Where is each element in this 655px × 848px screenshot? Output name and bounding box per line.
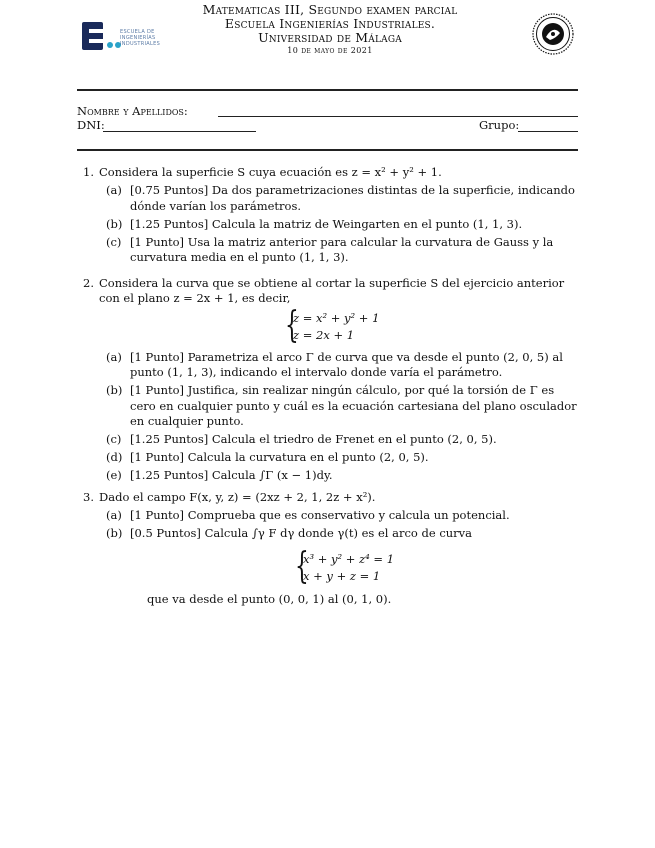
title-line-1: Matematicas III, Segundo examen parcial	[202, 2, 458, 17]
brace-icon: {	[285, 304, 299, 346]
problem-intro: Considera la curva que se obtiene al cortar la superficie S del ejercicio anterior con el plano z = 2x + 1, es decir,	[99, 275, 565, 305]
brace-icon: {	[295, 546, 309, 587]
list-item: (d) [1 Punto] Calcula la curvatura en el punto (2, 0, 5).	[106, 450, 429, 464]
problem-number: 2.	[83, 275, 94, 290]
top-rule	[77, 89, 578, 91]
list-item: (a) [0.75 Puntos] Da dos parametrizaciones distintas de la superficie, indicando dónde varían los parámetros.	[106, 183, 575, 213]
list-item: (a) [1 Punto] Comprueba que es conservativo y calcula un potencial.	[106, 507, 510, 522]
title-line-3: Universidad de Málaga	[258, 30, 402, 45]
title-line-2: Escuela Ingenierías Industriales.	[224, 16, 436, 31]
name-label: Nombre y Apellidos:	[77, 104, 188, 118]
list-item: (b) [0.5 Puntos] Calcula ∫γ F dγ donde γ(t) es el arco de curva	[106, 525, 473, 540]
list-item: (e) [1.25 Puntos] Calcula ∫Γ (x − 1)dy.	[106, 468, 333, 482]
list-item: (c) [1 Punto] Usa la matriz anterior para calcular la curvatura de Gauss y la curvatura media en el punto (1, 1, 3).	[106, 234, 554, 264]
equation-line: x³ + y² + z⁴ = 1	[303, 552, 395, 566]
group-field[interactable]	[518, 118, 578, 132]
logo-text: ESCUELA DE INGENIERÍAS INDUSTRIALES	[120, 29, 161, 47]
equation-system	[99, 546, 578, 588]
bottom-rule	[77, 149, 578, 151]
name-field[interactable]	[218, 104, 578, 117]
dni-label: DNI:	[77, 118, 105, 132]
problem-number: 3.	[83, 489, 94, 504]
problem-1	[77, 165, 578, 266]
equation-system	[99, 304, 578, 347]
group-label: Grupo:	[479, 118, 520, 132]
list-item: (c) [1.25 Puntos] Calcula el triedro de Frenet en el punto (2, 0, 5).	[106, 432, 497, 446]
school-logo	[82, 22, 164, 52]
equation-line: x + y + z = 1	[303, 569, 381, 583]
dni-field[interactable]	[103, 118, 256, 132]
exam-content	[77, 165, 578, 608]
equation-line: z = 2x + 1	[293, 327, 355, 342]
problem-intro: Considera la superficie S cuya ecuación es z = x² + y² + 1.	[99, 165, 442, 179]
problem-2	[77, 276, 578, 484]
problem-number: 1.	[83, 165, 94, 179]
list-item: (b) [1.25 Puntos] Calcula la matriz de Weingarten en el punto (1, 1, 3).	[106, 216, 523, 231]
logo-e-icon	[82, 22, 103, 50]
problem-3	[77, 490, 578, 608]
exam-header	[160, 3, 500, 56]
exam-date: 10 de mayo de 2021	[287, 46, 373, 55]
problem-tail: que va desde el punto (0, 0, 1) al (0, 1, 0).	[147, 592, 392, 606]
equation-line: z = x² + y² + 1	[293, 310, 380, 325]
problem-intro: Dado el campo F(x, y, z) = (2xz + 2, 1, 2z + x²).	[99, 489, 376, 504]
university-seal-icon	[532, 13, 574, 55]
list-item: (b) [1 Punto] Justifica, sin realizar ningún cálculo, por qué la torsión de Γ es cero en cualquier punto y cuál es la ecuación cartesiana del plano osculador en cualquier punto.	[106, 383, 577, 428]
list-item: (a) [1 Punto] Parametriza el arco Γ de curva que va desde el punto (2, 0, 5) al punto (1, 1, 3), indicando el intervalo donde varía el parámetro.	[106, 349, 563, 379]
